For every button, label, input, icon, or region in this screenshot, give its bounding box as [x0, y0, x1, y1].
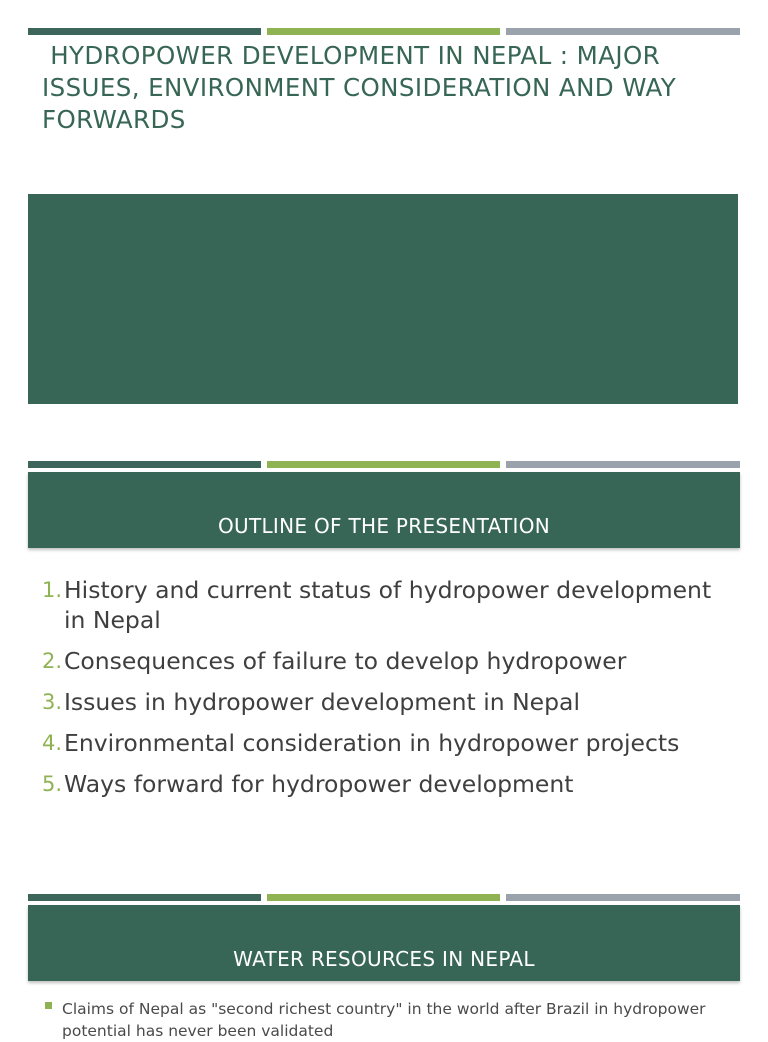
outline-list	[42, 575, 732, 810]
stripe-dark-green	[28, 894, 261, 901]
item-number: 4.	[42, 731, 63, 755]
stripe-gray	[506, 28, 740, 35]
stripe-gray	[506, 461, 740, 468]
accent-stripes	[28, 28, 740, 35]
item-text: Ways forward for hydropower development	[64, 770, 574, 798]
outline-item	[42, 728, 732, 758]
square-bullet-icon	[45, 1002, 52, 1009]
item-text: Consequences of failure to develop hydropower	[64, 647, 627, 675]
stripe-lime	[267, 461, 500, 468]
item-text: Issues in hydropower development in Nepal	[64, 688, 580, 716]
item-number: 2.	[42, 649, 63, 673]
stripe-lime	[267, 28, 500, 35]
outline-item	[42, 769, 732, 799]
bullet-item	[44, 998, 734, 1042]
slide-heading: OUTLINE OF THE PRESENTATION	[217, 514, 551, 538]
bullet-text: Claims of Nepal as "second richest country" in the world after Brazil in hydropower potential has never been validated	[62, 1000, 706, 1040]
slide-heading: WATER RESOURCES IN NEPAL	[233, 947, 535, 971]
slide-header-band	[28, 472, 740, 548]
slide-header-band	[28, 905, 740, 981]
presentation-title: HYDROPOWER DEVELOPMENT IN NEPAL : MAJOR ISSUES, ENVIRONMENT CONSIDERATION AND WAY FORWARDS	[42, 41, 685, 134]
accent-stripes	[28, 894, 740, 901]
outline-item	[42, 646, 732, 676]
stripe-dark-green	[28, 461, 261, 468]
bullet-list	[44, 998, 734, 1042]
stripe-dark-green	[28, 28, 261, 35]
slide-title	[0, 0, 768, 420]
title-panel	[28, 194, 738, 404]
stripe-lime	[267, 894, 500, 901]
stripe-gray	[506, 894, 740, 901]
item-text: History and current status of hydropower development in Nepal	[64, 576, 712, 634]
item-number: 5.	[42, 772, 63, 796]
accent-stripes	[28, 461, 740, 468]
item-number: 3.	[42, 690, 63, 714]
outline-item	[42, 575, 732, 635]
outline-item	[42, 687, 732, 717]
item-text: Environmental consideration in hydropower projects	[64, 729, 680, 757]
item-number: 1.	[42, 578, 63, 602]
